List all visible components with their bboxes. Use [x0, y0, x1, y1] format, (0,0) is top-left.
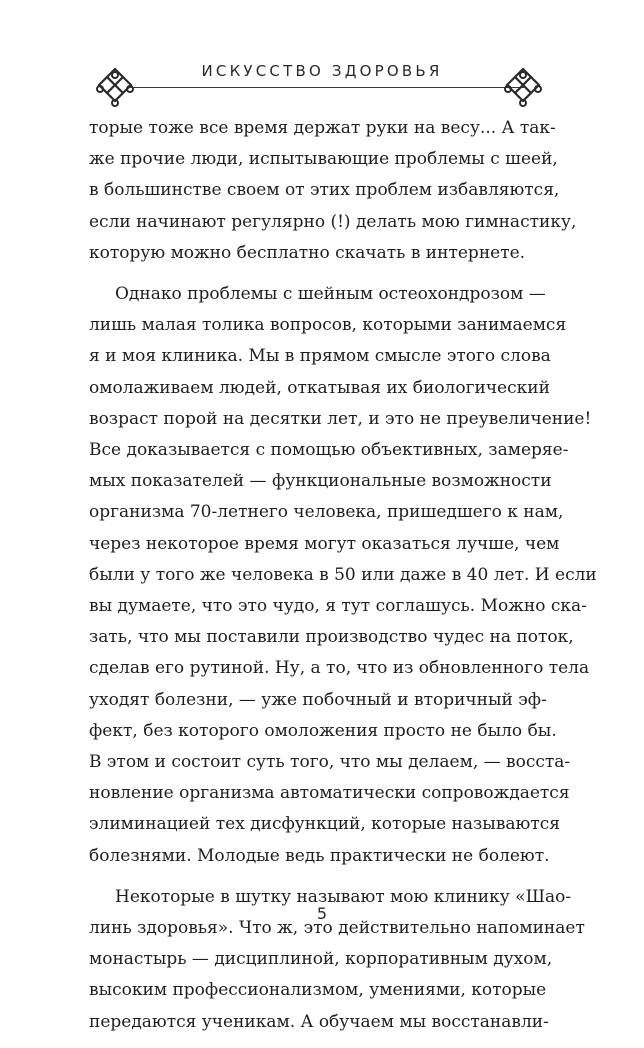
text-line: которую можно бесплатно скачать в интернете.	[89, 242, 526, 263]
text-line: монастырь — дисциплиной, корпоративным духом,	[89, 949, 553, 970]
text-line: болезнями. Молодые ведь практически не болеют.	[89, 845, 550, 866]
text-line: вы думаете, что это чудо, я тут соглашусь. Можно ска-	[89, 596, 587, 617]
text-line: элиминацией тех дисфункций, которые называются	[89, 814, 560, 835]
text-line: возраст порой на десятки лет, и это не преувеличение!	[89, 408, 592, 429]
text-line: зать, что мы поставили производство чудес на поток,	[89, 627, 574, 648]
text-line: фект, без которого омоложения просто не было бы.	[89, 720, 557, 741]
text-line: организма 70-летнего человека, пришедшего к нам,	[89, 502, 564, 523]
text-line: новление организма автоматически сопровождается	[89, 783, 570, 804]
text-line: торые тоже все время держат руки на весу... А так-	[89, 118, 556, 138]
text-line: лишь малая толика вопросов, которыми занимаемся	[89, 315, 567, 336]
text-line: были у того же человека в 50 или даже в 40 лет. И если	[89, 564, 597, 585]
text-line: в большинстве своем от этих проблем избавляются,	[89, 180, 560, 201]
running-header	[0, 0, 644, 110]
text-line: линь здоровья». Что ж, это действительно напоминает	[89, 918, 585, 939]
text-line: Некоторые в шутку называют мою клинику «Шао-	[115, 886, 572, 907]
text-line: В этом и состоит суть того, что мы делаем, — восста-	[89, 752, 571, 773]
running-header-title: ИСКУССТВО ЗДОРОВЬЯ	[201, 62, 443, 80]
text-line: омолаживаем людей, откатывая их биологический	[89, 377, 550, 398]
text-line: же прочие люди, испытывающие проблемы с шеей,	[89, 149, 558, 170]
text-line: через некоторое время могут оказаться лучше, чем	[89, 533, 560, 554]
text-line: уходят болезни, — уже побочный и вторичный эф-	[89, 689, 547, 710]
text-line: передаются ученикам. А обучаем мы восстанавли-	[89, 1011, 549, 1032]
text-line: мых показателей — функциональные возможности	[89, 471, 552, 492]
header-rule	[130, 87, 524, 88]
text-line: сделав его рутиной. Ну, а то, что из обновленного тела	[89, 658, 590, 679]
text-line: высоким профессионализмом, умениями, которые	[89, 980, 547, 1001]
page-number: 5	[316, 904, 328, 923]
text-line: если начинают регулярно (!) делать мою гимнастику,	[89, 211, 577, 232]
text-line: Все доказывается с помощью объективных, замеряе-	[89, 440, 569, 461]
text-line: Однако проблемы с шейным остеохондрозом —	[115, 284, 546, 305]
endless-knot-icon	[503, 69, 543, 109]
text-line: я и моя клиника. Мы в прямом смысле этого слова	[89, 346, 551, 367]
